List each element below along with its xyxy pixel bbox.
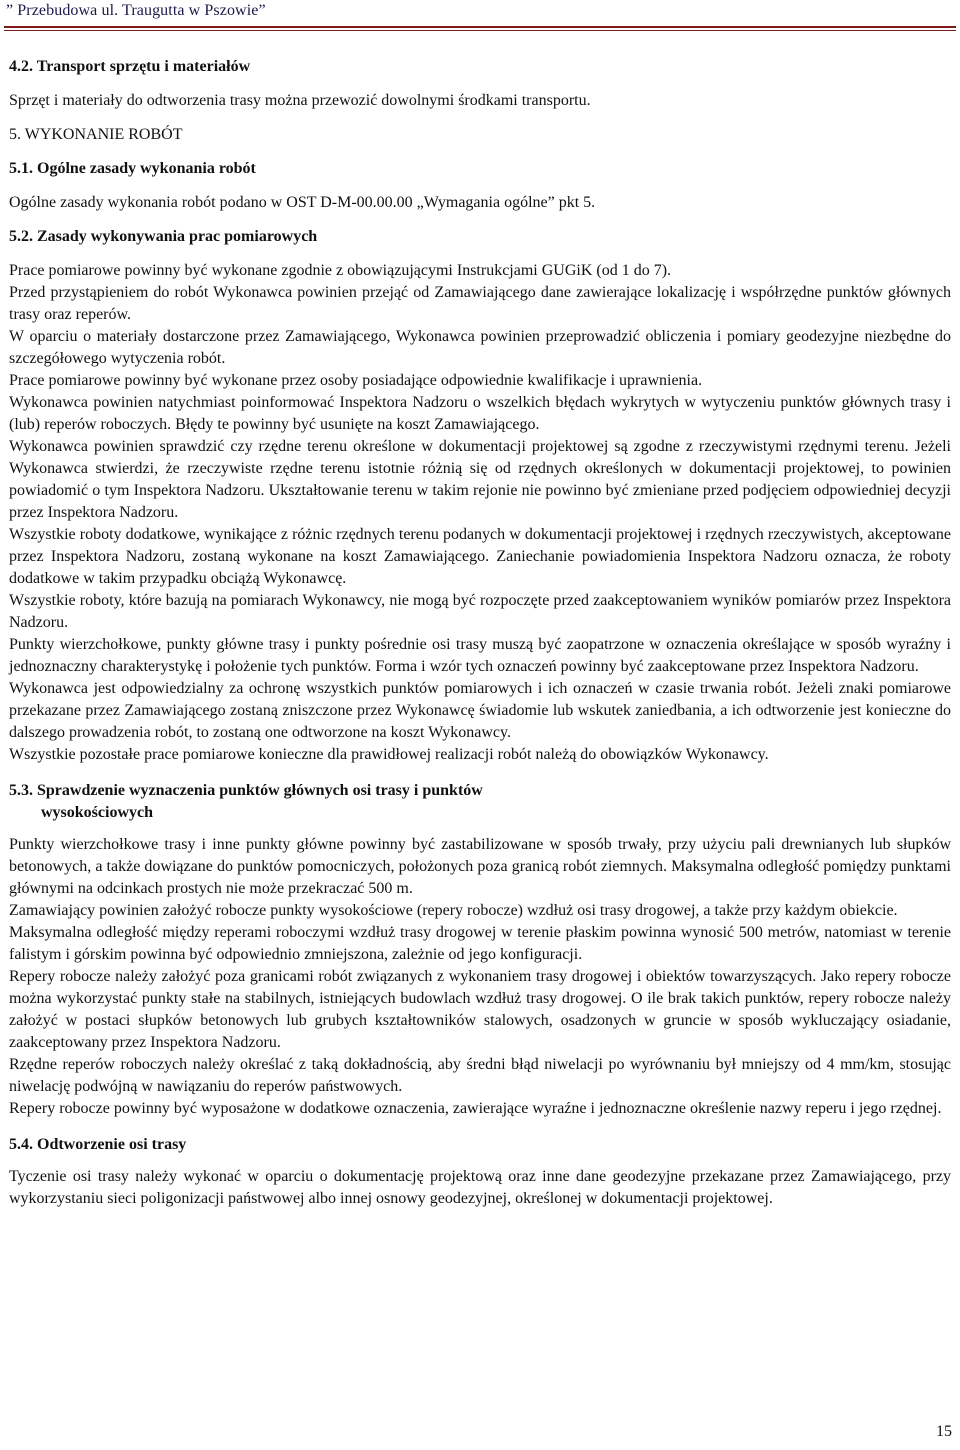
- paragraph: Wykonawca powinien natychmiast poinformować Inspektora Nadzoru o wszelkich błędach wykrytych w wytyczeniu punktów głównych trasy i (lub) reperów roboczych. Błędy te powinny być usunięte na koszt Zamawiającego.: [9, 394, 951, 433]
- page-header: [4, 0, 956, 26]
- section-4-2-heading: 4.2. Transport sprzętu i materiałów: [9, 58, 251, 75]
- paragraph: Punkty wierzchołkowe, punkty główne trasy i punkty pośrednie osi trasy muszą być zaopatrzone w oznaczenia określające w sposób wyraźny i jednoznaczny charakterystykę i położenie tych punktów. Forma i wzór tych oznaczeń powinny być zaakceptowane przez Inspektora Nadzoru.: [9, 636, 951, 675]
- paragraph: Zamawiający powinien założyć robocze punkty wysokościowe (repery robocze) wzdłuż osi trasy drogowej, a także przy każdym obiekcie.: [9, 902, 898, 919]
- paragraph: Repery robocze powinny być wyposażone w dodatkowe oznaczenia, zawierające wyraźne i jednoznaczne określenie nazwy reperu i jego rzędnej.: [9, 1100, 942, 1117]
- section-5-3-heading-continued: wysokościowych: [41, 804, 154, 821]
- paragraph: Wykonawca powinien sprawdzić czy rzędne terenu określone w dokumentacji projektowej są zgodne z rzeczywistymi rzędnymi terenu. Jeżeli Wykonawca stwierdzi, że rzeczywiste rzędne terenu istotnie różnią się od rzędnych określonych w dokumentacji projektowej, to powinien powiadomić o tym Inspektora Nadzoru. Ukształtowanie terenu w takim rejonie nie powinno być zmieniane przed podjęciem odpowiedniej decyzji przez Inspektora Nadzoru.: [9, 438, 951, 521]
- paragraph: Sprzęt i materiały do odtworzenia trasy można przewozić dowolnymi środkami transportu.: [9, 92, 591, 109]
- document-body: [9, 56, 951, 1210]
- paragraph: Wykonawca jest odpowiedzialny za ochronę wszystkich punktów pomiarowych i ich oznaczeń w czasie trwania robót. Jeżeli znaki pomiarowe przekazane przez Zamawiającego zostaną zniszczone przez Wykonawcę świadomie lub wskutek zaniedbania, a ich odtworzenie jest konieczne do dalszego prowadzenia robót, to zostaną one odtworzone na koszt Wykonawcy.: [9, 680, 951, 741]
- paragraph: Ogólne zasady wykonania robót podano w OST D-M-00.00.00 „Wymagania ogólne” pkt 5.: [9, 194, 596, 211]
- page-number: 15: [936, 1423, 952, 1440]
- section-5-4-heading: 5.4. Odtworzenie osi trasy: [9, 1136, 187, 1153]
- paragraph: Przed przystąpieniem do robót Wykonawca powinien przejąć od Zamawiającego dane zawierające lokalizację i współrzędne punktów głównych trasy oraz reperów.: [9, 284, 951, 323]
- paragraph: Wszystkie roboty, które bazują na pomiarach Wykonawcy, nie mogą być rozpoczęte przed zaakceptowaniem wyników pomiarów przez Inspektora Nadzoru.: [9, 592, 951, 631]
- header-rule-thick: [4, 26, 956, 28]
- paragraph: Tyczenie osi trasy należy wykonać w oparciu o dokumentację projektową oraz inne dane geodezyjne przekazane przez Zamawiającego, przy wykorzystaniu sieci poligonizacji państwowej albo innej osnowy geodezyjnej, określonej w dokumentacji projektowej.: [9, 1168, 951, 1207]
- section-5-3-heading: 5.3. Sprawdzenie wyznaczenia punktów głównych osi trasy i punktów: [9, 782, 483, 799]
- paragraph: Wszystkie pozostałe prace pomiarowe konieczne dla prawidłowej realizacji robót należą do obowiązków Wykonawcy.: [9, 746, 769, 763]
- paragraph: Rzędne reperów roboczych należy określać z taką dokładnością, aby średni błąd niwelacji po wyrównaniu był mniejszy od 4 mm/km, stosując niwelację podwójną w nawiązaniu do reperów państwowych.: [9, 1056, 951, 1095]
- paragraph: Repery robocze należy założyć poza granicami robót związanych z wykonaniem trasy drogowej i obiektów towarzyszących. Jako repery robocze można wykorzystać punkty stałe na stabilnych, istniejących budowlach wzdłuż trasy drogowej. O ile brak takich punktów, repery robocze należy założyć w postaci słupków betonowych lub grubych kształtowników stalowych, osadzonych w gruncie w sposób wykluczający osiadanie, zaakceptowany przez Inspektora Nadzoru.: [9, 968, 951, 1051]
- section-5-1-heading: 5.1. Ogólne zasady wykonania robót: [9, 160, 256, 177]
- paragraph: Wszystkie roboty dodatkowe, wynikające z różnic rzędnych terenu podanych w dokumentacji projektowej i rzędnych rzeczywistych, akceptowane przez Inspektora Nadzoru, zostaną wykonane na koszt Zamawiającego. Zaniechanie powiadomienia Inspektora Nadzoru oznacza, że roboty dodatkowe w takim przypadku obciążą Wykonawcę.: [9, 526, 951, 587]
- header-title: ” Przebudowa ul. Traugutta w Pszowie”: [6, 2, 266, 19]
- header-rule-thin: [4, 30, 956, 31]
- section-5-heading: 5. WYKONANIE ROBÓT: [9, 126, 183, 143]
- paragraph: Punkty wierzchołkowe trasy i inne punkty główne powinny być zastabilizowane w sposób trwały, przy użyciu pali drewnianych lub słupków betonowych, a także dowiązane do punktów pomocniczych, położonych poza granicą robót ziemnych. Maksymalna odległość pomiędzy punktami głównymi na odcinkach prostych nie może przekraczać 500 m.: [9, 836, 951, 897]
- paragraph: Maksymalna odległość między reperami roboczymi wzdłuż trasy drogowej w terenie płaskim powinna wynosić 500 metrów, natomiast w terenie falistym i górskim powinna być odpowiednio zmniejszona, zależnie od jego konfiguracji.: [9, 924, 951, 963]
- paragraph: Prace pomiarowe powinny być wykonane przez osoby posiadające odpowiednie kwalifikacje i uprawnienia.: [9, 372, 703, 389]
- paragraph: Prace pomiarowe powinny być wykonane zgodnie z obowiązującymi Instrukcjami GUGiK (od 1 do 7).: [9, 262, 672, 279]
- section-5-2-heading: 5.2. Zasady wykonywania prac pomiarowych: [9, 228, 318, 245]
- paragraph: W oparciu o materiały dostarczone przez Zamawiającego, Wykonawca powinien przeprowadzić obliczenia i pomiary geodezyjne niezbędne do szczegółowego wytyczenia robót.: [9, 328, 951, 367]
